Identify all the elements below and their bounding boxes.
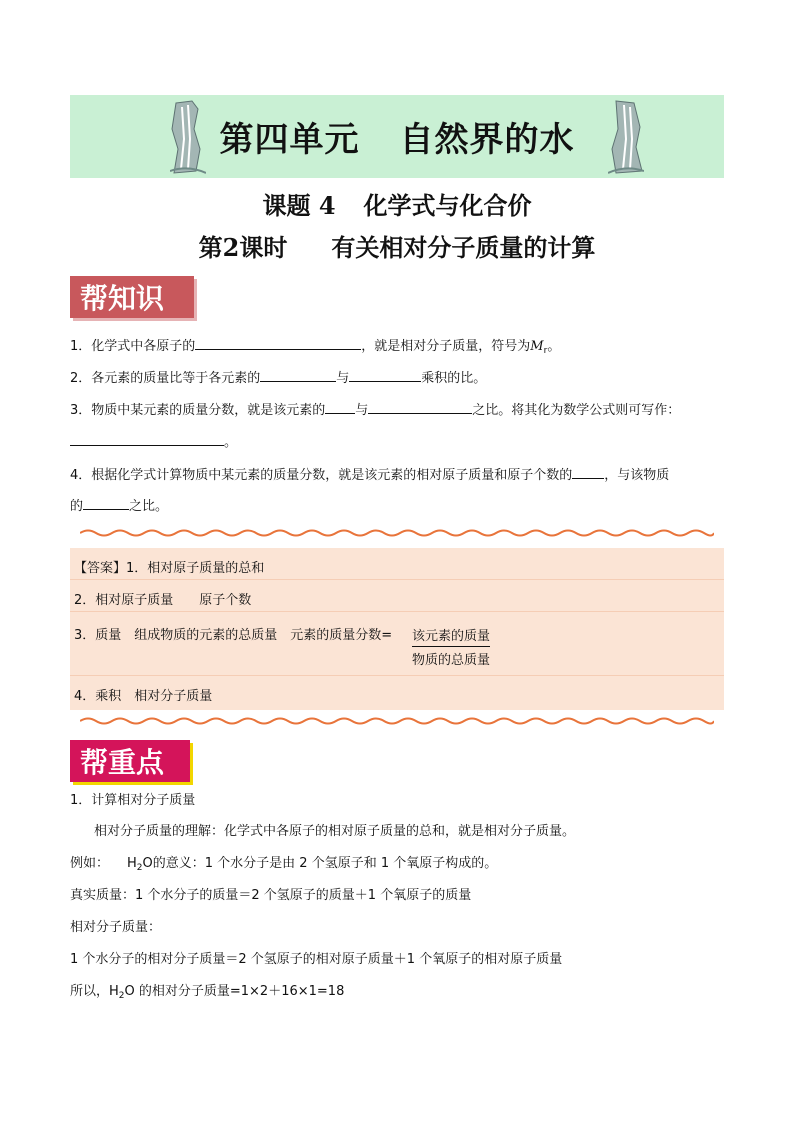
answer-row-4 xyxy=(70,676,724,710)
q2-text-a: 2．各元素的质量比等于各元素的 xyxy=(70,371,261,386)
q1-end: 。 xyxy=(547,339,561,354)
fraction-bar xyxy=(412,646,490,647)
q2-blank-2[interactable] xyxy=(349,368,421,382)
knowledge-item-4 xyxy=(70,465,669,485)
waterfall-left-illustration xyxy=(170,99,206,175)
answer-row-2 xyxy=(70,580,724,612)
answer-row-3 xyxy=(70,612,724,676)
wave-divider-bottom xyxy=(80,716,714,726)
q4-text-d: 之比。 xyxy=(129,499,169,514)
knowledge-item-2 xyxy=(70,368,486,388)
answer-2: 2．相对原子质量 原子个数 xyxy=(74,593,252,608)
q3-text-b: 与 xyxy=(355,403,369,418)
q1-symbol: M xyxy=(530,339,544,354)
answer-row-1 xyxy=(70,548,724,580)
q2-text-b: 与 xyxy=(336,371,350,386)
formula-numerator: 该元素的质量 xyxy=(412,629,491,644)
example-label: 例如： xyxy=(70,856,110,871)
q3-blank-formula[interactable] xyxy=(70,432,224,446)
formula-H: H xyxy=(127,856,137,871)
q1-text-a: 1．化学式中各原子的 xyxy=(70,339,196,354)
q4-text-c: 的 xyxy=(70,499,84,514)
wave-divider-top xyxy=(80,528,714,538)
knowledge-item-3 xyxy=(70,400,680,420)
focus-real-mass: 真实质量：1 个水分子的质量＝2 个氢原子的质量＋1 个氧原子的质量 xyxy=(70,888,472,903)
topic-number: 课题 4 xyxy=(262,191,336,220)
q2-text-c: 乘积的比。 xyxy=(421,371,487,386)
focus-paragraph-1: 相对分子质量的理解：化学式中各原子的相对原子质量的总和，就是相对分子质量。 xyxy=(94,824,576,839)
example-text: 的意义：1 个水分子是由 2 个氢原子和 1 个氧原子构成的。 xyxy=(152,856,498,871)
focus-relative-line: 1 个水分子的相对分子质量＝2 个氢原子的相对原子质量＋1 个氧原子的相对原子质量 xyxy=(70,952,563,967)
topic-name: 化学式与化合价 xyxy=(363,191,532,220)
answer-4: 4．乘积 相对分子质量 xyxy=(74,689,213,704)
period-number: 第2课时 xyxy=(198,233,288,262)
mass-fraction-formula xyxy=(412,625,490,668)
formula-denominator: 物质的总质量 xyxy=(412,653,491,668)
unit-banner xyxy=(70,95,724,178)
q1-symbol-sub: r xyxy=(543,346,548,356)
conclusion-a: 所以，H xyxy=(70,984,119,999)
knowledge-item-4-cont xyxy=(70,496,168,516)
conclusion-sub-2: 2 xyxy=(118,991,125,1001)
q4-blank-1[interactable] xyxy=(572,465,604,479)
formula-sub-2: 2 xyxy=(136,863,143,873)
focus-conclusion xyxy=(70,983,344,1005)
unit-number: 第四单元 xyxy=(219,120,360,160)
q3-text-a: 3．物质中某元素的质量分数，就是该元素的 xyxy=(70,403,326,418)
answer-3: 3．质量 组成物质的元素的总质量 元素的质量分数= xyxy=(74,628,393,643)
section-tag-focus xyxy=(70,740,190,782)
q4-blank-2[interactable] xyxy=(83,496,129,510)
q4-text-b: ，与该物质 xyxy=(604,468,670,483)
knowledge-item-3-formula xyxy=(70,432,237,452)
q3-end: 。 xyxy=(224,435,238,450)
answer-1: 【答案】1．相对原子质量的总和 xyxy=(74,561,265,576)
section-tag-knowledge xyxy=(70,276,194,318)
unit-title xyxy=(220,112,575,161)
unit-topic: 自然界的水 xyxy=(399,120,575,160)
topic-title xyxy=(0,186,794,221)
focus-heading: 1．计算相对分子质量 xyxy=(70,793,196,808)
waterfall-right-illustration xyxy=(608,99,644,175)
q4-text-a: 4．根据化学式计算物质中某元素的质量分数，就是该元素的相对原子质量和原子个数的 xyxy=(70,468,573,483)
focus-example xyxy=(70,855,497,877)
q3-text-c: 之比。将其化为数学公式则可写作： xyxy=(472,403,681,418)
section-tag-focus-label: 帮重点 xyxy=(80,746,165,779)
q1-text-b: ，就是相对分子质量，符号为 xyxy=(361,339,531,354)
answer-box xyxy=(70,548,724,710)
q3-blank-1[interactable] xyxy=(325,400,355,414)
period-title xyxy=(0,228,794,263)
section-tag-knowledge-label: 帮知识 xyxy=(80,282,165,315)
q1-blank[interactable] xyxy=(195,336,361,350)
conclusion-b: O 的相对分子质量=1×2＋16×1=18 xyxy=(124,984,345,999)
formula-O: O xyxy=(142,856,153,871)
q3-blank-2[interactable] xyxy=(368,400,472,414)
q2-blank-1[interactable] xyxy=(260,368,336,382)
focus-relative-label: 相对分子质量： xyxy=(70,920,162,935)
knowledge-item-1 xyxy=(70,336,560,360)
period-name: 有关相对分子质量的计算 xyxy=(331,233,596,262)
